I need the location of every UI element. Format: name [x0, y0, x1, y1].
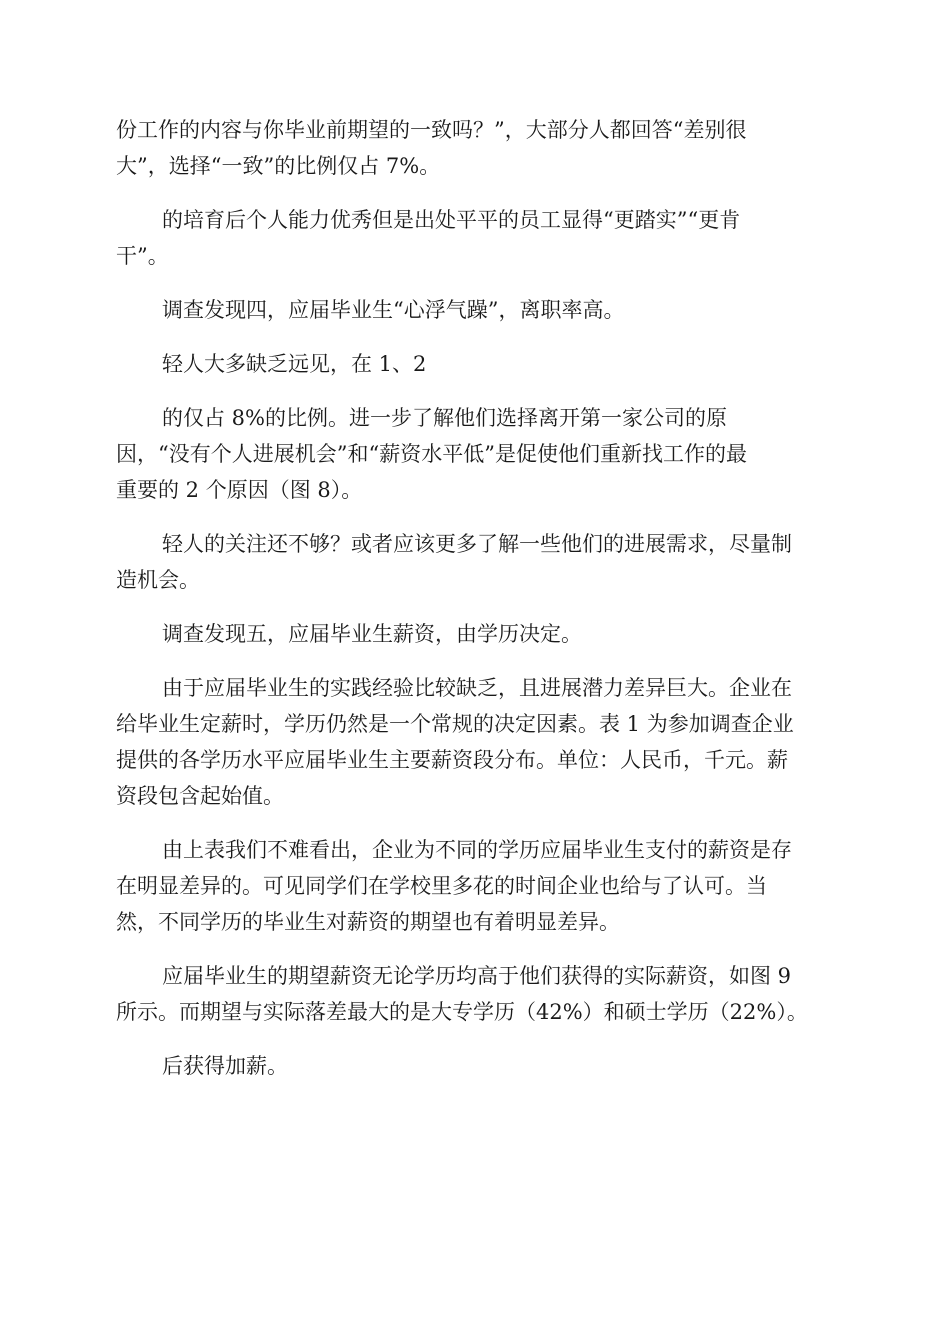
- paragraph-3-heading: [116, 292, 832, 328]
- paragraph-line: 的培育后个人能力优秀但是出处平平的员工显得“更踏实”“更肯: [162, 208, 741, 232]
- paragraph-line: 份工作的内容与你毕业前期望的一致吗？”，大部分人都回答“差别很: [116, 118, 747, 142]
- paragraph-line: 因，“没有个人进展机会”和“薪资水平低”是促使他们重新找工作的最: [116, 442, 747, 466]
- paragraph-line: 重要的 2 个原因（图 8）。: [116, 478, 363, 502]
- paragraph-line: 应届毕业生的期望薪资无论学历均高于他们获得的实际薪资，如图 9: [162, 964, 792, 988]
- paragraph-4: [116, 346, 832, 382]
- paragraph-line: 轻人大多缺乏远见，在 1、2: [162, 352, 427, 376]
- paragraph-9: [116, 832, 832, 940]
- paragraph-line: 调查发现四，应届毕业生“心浮气躁”，离职率高。: [162, 298, 625, 322]
- paragraph-line: 调查发现五，应届毕业生薪资，由学历决定。: [162, 622, 582, 646]
- paragraph-line: 的仅占 8%的比例。进一步了解他们选择离开第一家公司的原: [162, 406, 727, 430]
- paragraph-line: 提供的各学历水平应届毕业生主要薪资段分布。单位：人民币，千元。薪: [116, 748, 788, 772]
- paragraph-line: 轻人的关注还不够？或者应该更多了解一些他们的进展需求，尽量制: [162, 532, 792, 556]
- paragraph-line: 干”。: [116, 244, 169, 268]
- document-body: [116, 112, 832, 1102]
- paragraph-line: 大”，选择“一致”的比例仅占 7%。: [116, 154, 441, 178]
- paragraph-6: [116, 526, 832, 598]
- paragraph-line: 资段包含起始值。: [116, 784, 284, 808]
- paragraph-5: [116, 400, 832, 508]
- paragraph-7-heading: [116, 616, 832, 652]
- paragraph-8: [116, 670, 832, 814]
- paragraph-line: 由于应届毕业生的实践经验比较缺乏，且进展潜力差异巨大。企业在: [162, 676, 792, 700]
- paragraph-1: [116, 112, 832, 184]
- paragraph-2: [116, 202, 832, 274]
- paragraph-line: 后获得加薪。: [162, 1054, 288, 1078]
- paragraph-line: 然，不同学历的毕业生对薪资的期望也有着明显差异。: [116, 910, 620, 934]
- paragraph-11: [116, 1048, 832, 1084]
- paragraph-line: 由上表我们不难看出，企业为不同的学历应届毕业生支付的薪资是存: [162, 838, 792, 862]
- paragraph-line: 造机会。: [116, 568, 200, 592]
- paragraph-line: 在明显差异的。可见同学们在学校里多花的时间企业也给与了认可。当: [116, 874, 767, 898]
- paragraph-line: 所示。而期望与实际落差最大的是大专学历（42%）和硕士学历（22%）。: [116, 1000, 808, 1024]
- paragraph-line: 给毕业生定薪时，学历仍然是一个常规的决定因素。表 1 为参加调查企业: [116, 712, 794, 736]
- paragraph-10: [116, 958, 832, 1030]
